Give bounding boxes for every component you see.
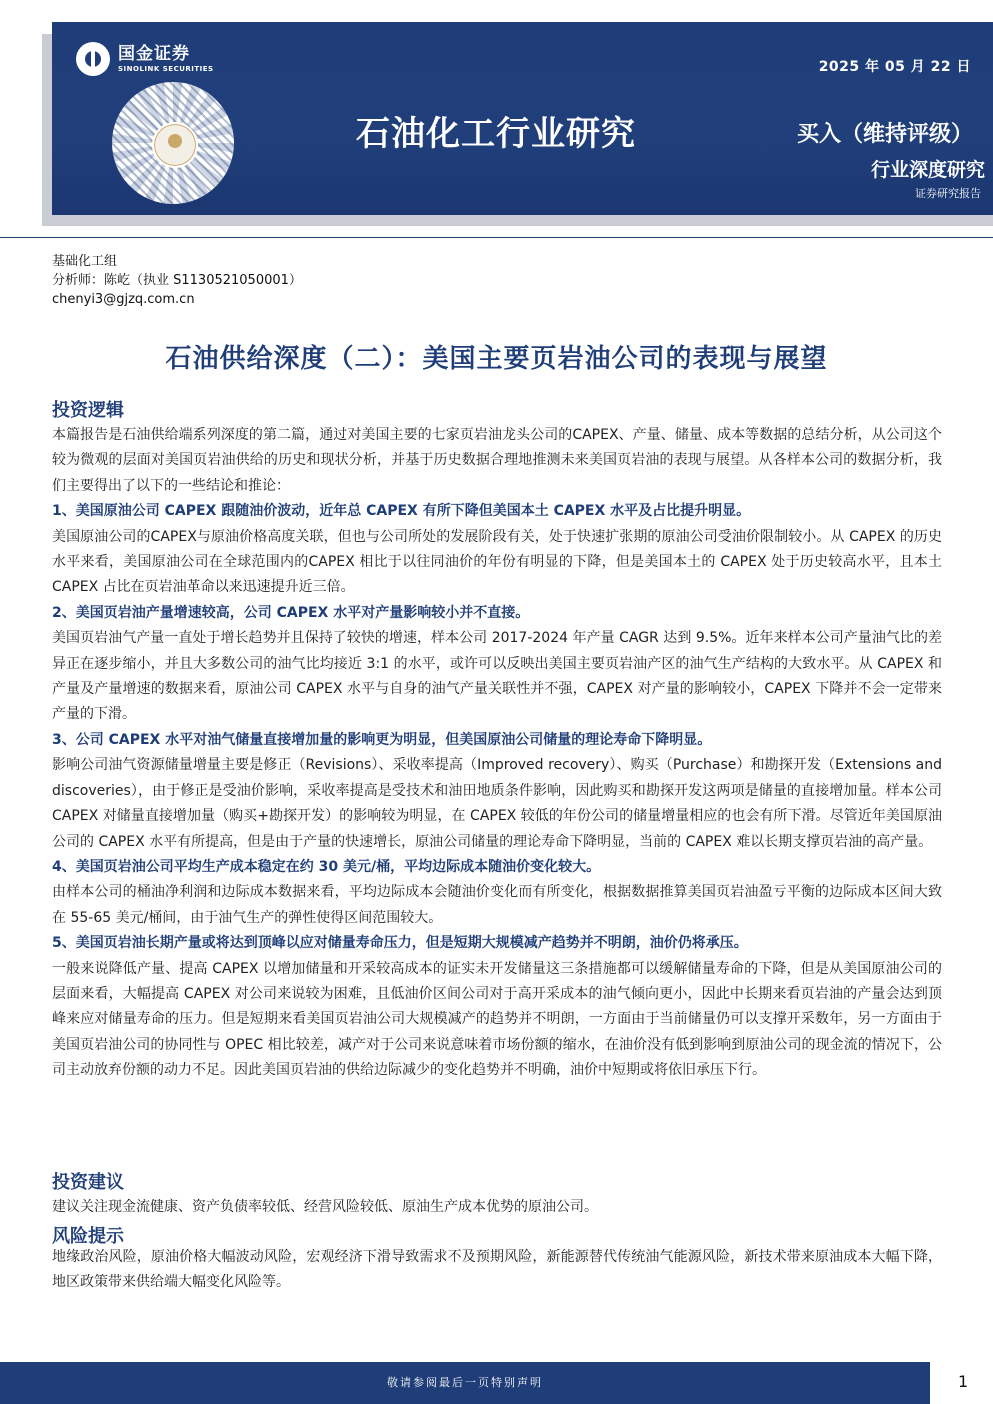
report-date: 2025 年 05 月 22 日: [818, 59, 971, 75]
disclaimer-note: 敬请参阅最后一页特别声明: [387, 1376, 543, 1389]
intro-paragraph: 本篇报告是石油供给端系列深度的第二篇，通过对美国主要的七家页岩油龙头公司的CAPEX、产量、储量、成本等数据的总结分析，从公司这个较为微观的层面对美国页岩油供给的历史和现状分析，并基于历史数据合理地推测未来美国页岩油的表现与展望。从各样本公司的数据分析，我们主要得出了以下的一些结论和推论：: [52, 427, 942, 494]
risk-body: [52, 1245, 942, 1296]
author-block: [52, 252, 302, 309]
research-group: 基础化工组: [52, 254, 118, 269]
analyst-email[interactable]: chenyi3@gjzq.com.cn: [52, 292, 195, 307]
analyst-info: 分析师：陈屹（执业 S1130521050001）: [52, 273, 302, 288]
section-title-advice: 投资建议: [52, 1172, 124, 1193]
logo-mark-icon: [76, 42, 110, 76]
report-header: [52, 22, 993, 215]
point-4-title: 4、美国页岩油公司平均生产成本稳定在约 30 美元/桶，平均边际成本随油价变化较大。: [52, 858, 601, 875]
report-kind: 证券研究报告: [915, 187, 981, 200]
point-1-text: 美国原油公司的CAPEX与原油价格高度关联，但也与公司所处的发展阶段有关，处于快速扩张期的原油公司受油价限制较小。从 CAPEX 的历史水平来看，美国原油公司在全球范围内的CAPEX 相比于以往同油价的年份有明显的下降，但是美国本土的 CAPEX 处于历史较高水平，且本土 CAPEX 占比在页岩油革命以来迅速提升近三倍。: [52, 528, 942, 596]
point-3-text: 影响公司油气资源储量增量主要是修正（Revisions）、采收率提高（Improved recovery）、购买（Purchase）和勘探开发（Extensions and discoveries），由于修正是受油价影响，采收率提高是受技术和油田地质条件影响，因此购买和勘探开发这两项是储量的直接增加量。样本公司 CAPEX 对储量直接增加量（购买+勘探开发）的影响较为明显，在 CAPEX 较低的年份公司的储量增量相应的也会有所下滑。尽管近年美国原油公司的 CAPEX 水平有所提高，但是由于产量的快速增长，原油公司储量的理论寿命下降明显，当前的 CAPEX 难以长期支撑页岩油的高产量。: [52, 757, 942, 850]
advice-text: 建议关注现金流健康、资产负债率较低、经营风险较低、原油生产成本优势的原油公司。: [52, 1199, 598, 1215]
section-title-risk: 风险提示: [52, 1226, 124, 1247]
header-divider: [0, 237, 993, 238]
page-number: 1: [958, 1372, 969, 1391]
logo-chinese: 国金证券: [118, 44, 190, 64]
advice-body: [52, 1195, 942, 1220]
section-title-logic: 投资逻辑: [52, 400, 124, 421]
point-4-text: 由样本公司的桶油净利润和边际成本数据来看，平均边际成本会随油价变化而有所变化，根据数据推算美国页岩油盈亏平衡的边际成本区间大致在 55-65 美元/桶间，由于油气生产的弹性使得区间范围较大。: [52, 884, 942, 926]
point-3-title: 3、公司 CAPEX 水平对油气储量直接增加量的影响更为明显，但美国原油公司储量的理论寿命下降明显。: [52, 731, 712, 748]
wechat-mini-program-icon: [214, 186, 234, 204]
logic-body: [52, 423, 942, 1084]
point-2-text: 美国页岩油气产量一直处于增长趋势并且保持了较快的增速，样本公司 2017-2024 年产量 CAGR 达到 9.5%。近年来样本公司产量油气比的差异正在逐步缩小，并且大多数公司的油气比均接近 3:1 的水平，或许可以反映出美国主要页岩油产区的油气生产结构的大致水平。从 CAPEX 和产量及产量增速的数据来看，原油公司 CAPEX 水平与自身的油气产量关联性并不强，CAPEX 对产量的影响较小，CAPEX 下降并不会一定带来产量的下滑。: [52, 630, 942, 723]
industry-title: 石油化工行业研究: [356, 114, 636, 154]
point-5-text: 一般来说降低产量、提高 CAPEX 以增加储量和开采较高成本的证实未开发储量这三条措施都可以缓解储量寿命的下降，但是从美国原油公司的层面来看，大幅提高 CAPEX 对公司来说较为困难，且低油价区间公司对于高开采成本的油气倾向更小，因此中长期来看页岩油的产量会达到顶峰来应对储量寿命的压力。但是短期来看美国页岩油公司大规模减产的趋势并不明朗，一方面由于当前储量仍可以支撑开采数年，另一方面由于美国页岩油公司的协同性与 OPEC 相比较差，减产对于公司来说意味着市场份额的缩水，在油价没有低到影响到原油公司的现金流的情况下，公司主动放弃份额的动力不足。因此美国页岩油的供给边际减少的变化趋势并不明确，油价中短期或将依旧承压下行。: [52, 960, 942, 1079]
logo-english: SINOLINK SECURITIES: [118, 65, 214, 73]
qr-code-icon[interactable]: [112, 82, 234, 204]
point-5-title: 5、美国页岩油长期产量或将达到顶峰以应对储量寿命压力，但是短期大规模减产趋势并不明朗，油价仍将承压。: [52, 935, 748, 952]
report-type: 行业深度研究: [870, 159, 985, 181]
logo-text: [118, 44, 214, 74]
qr-center-logo-icon: [152, 122, 198, 168]
point-1-title: 1、美国原油公司 CAPEX 跟随油价波动，近年总 CAPEX 有所下降但美国本土 CAPEX 水平及占比提升明显。: [52, 503, 751, 520]
point-2-title: 2、美国页岩油产量增速较高，公司 CAPEX 水平对产量影响较小并不直接。: [52, 604, 530, 621]
rating-badge: 买入（维持评级）: [796, 122, 973, 147]
page-title: 石油供给深度（二）：美国主要页岩油公司的表现与展望: [165, 344, 828, 374]
company-logo: [76, 42, 214, 76]
risk-text: 地缘政治风险，原油价格大幅波动风险，宏观经济下滑导致需求不及预期风险，新能源替代传统油气能源风险，新技术带来原油成本大幅下降，地区政策带来供给端大幅变化风险等。: [52, 1249, 942, 1291]
